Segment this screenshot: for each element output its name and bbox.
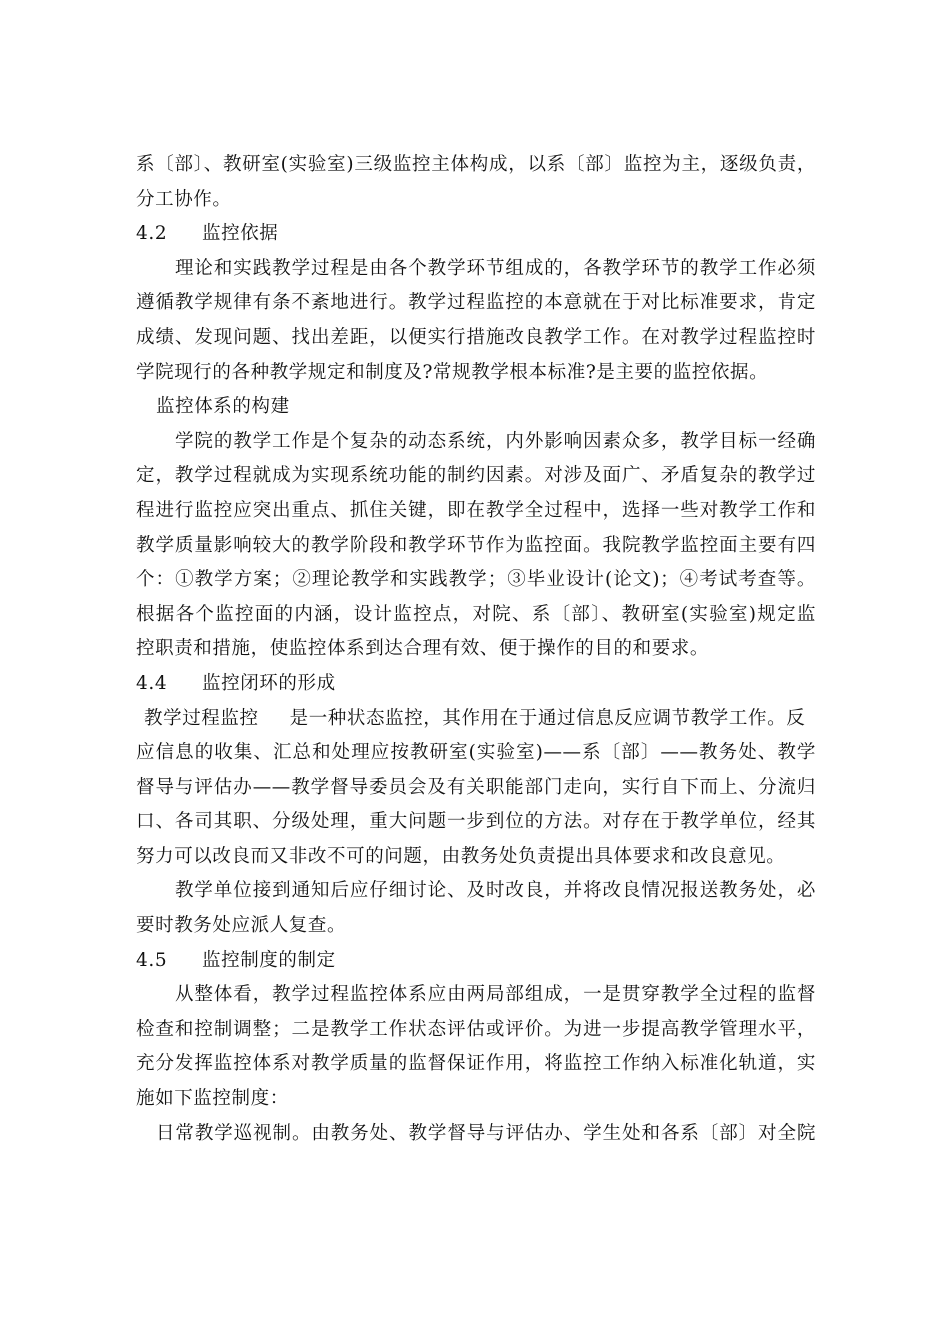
section-number: 4.5: [136, 949, 168, 971]
paragraph-first-line: 学院的教学工作是个复杂的动态系统，内外影响因素众多，教学目标一经确: [175, 430, 816, 452]
section-heading-4-5: [136, 944, 816, 979]
body-line: 应信息的收集、汇总和处理应按教研室(实验室)——系〔部〕——教务处、教学: [136, 742, 816, 764]
paragraph-rest: 是一种状态监控，其作用在于通过信息反应调节教学工作。反: [289, 707, 806, 729]
body-line: 督导与评估办——教学督导委员会及有关职能部门走向，实行自下而上、分流归: [136, 776, 816, 798]
section-title: 监控闭环的形成: [202, 672, 336, 694]
body-line: 定，教学过程就成为实现系统功能的制约因素。对涉及面广、矛盾复杂的教学过: [136, 465, 816, 487]
section-heading-4-2: [136, 217, 816, 252]
body-line: 分工协作。: [136, 188, 232, 210]
paragraph-first-line: 理论和实践教学过程是由各个教学环节组成的，各教学环节的教学工作必须: [175, 257, 816, 279]
body-line: 要时教务处应派人复查。: [136, 915, 347, 937]
body-line: 个：①教学方案；②理论教学和实践教学；③毕业设计(论文)；④考试考查等。: [136, 569, 816, 591]
body-line: 系〔部〕、教研室(实验室)三级监控主体构成，以系〔部〕监控为主，逐级负责，: [136, 154, 816, 175]
body-line: 充分发挥监控体系对教学质量的监督保证作用，将监控工作纳入标准化轨道，实: [136, 1053, 816, 1075]
body-line: 教学质量影响较大的教学阶段和教学环节作为监控面。我院教学监控面主要有四: [136, 534, 816, 556]
body-line: 学院现行的各种教学规定和制度及?常规教学根本标准?是主要的监控依据。: [136, 361, 769, 383]
body-line: 程进行监控应突出重点、抓住关键，即在教学全过程中，选择一些对教学工作和: [136, 499, 816, 521]
body-line: 施如下监控制度：: [136, 1088, 289, 1110]
section-title: 监控依据: [202, 223, 279, 245]
body-line: 成绩、发现问题、找出差距，以便实行措施改良教学工作。在对教学过程监控时: [136, 326, 816, 348]
body-line: 根据各个监控面的内涵，设计监控点，对院、系〔部〕、教研室(实验室)规定监: [136, 603, 816, 625]
body-line: 检查和控制调整；二是教学工作状态评估或评价。为进一步提高教学管理水平，: [136, 1018, 816, 1040]
body-line: 控职责和措施，使监控体系到达合理有效、便于操作的目的和要求。: [136, 638, 710, 660]
paragraph-first-line: 教学单位接到通知后应仔细讨论、及时改良，并将改良情况报送教务处，必: [175, 880, 816, 902]
paragraph-first-line: 日常教学巡视制。由教务处、教学督导与评估办、学生处和各系〔部〕对全院: [156, 1122, 816, 1144]
paragraph-lead: 教学过程监控: [144, 707, 259, 729]
paragraph-first-line: [136, 702, 816, 737]
section-heading-4-3: 监控体系的构建: [156, 396, 290, 418]
section-number: 4.2: [136, 223, 168, 245]
section-number: 4.4: [136, 672, 168, 694]
section-title: 监控制度的制定: [202, 949, 336, 971]
body-line: 遵循教学规律有条不紊地进行。教学过程监控的本意就在于对比标准要求，肯定: [136, 292, 816, 314]
document-body: [136, 148, 816, 1151]
paragraph-first-line: 从整体看，教学过程监控体系应由两局部组成，一是贯穿教学全过程的监督: [175, 984, 816, 1006]
section-heading-4-4: [136, 667, 816, 702]
body-line: 努力可以改良而又非改不可的问题，由教务处负责提出具体要求和改良意见。: [136, 845, 786, 867]
body-line: 口、各司其职、分级处理，重大问题一步到位的方法。对存在于教学单位，经其: [136, 811, 816, 833]
